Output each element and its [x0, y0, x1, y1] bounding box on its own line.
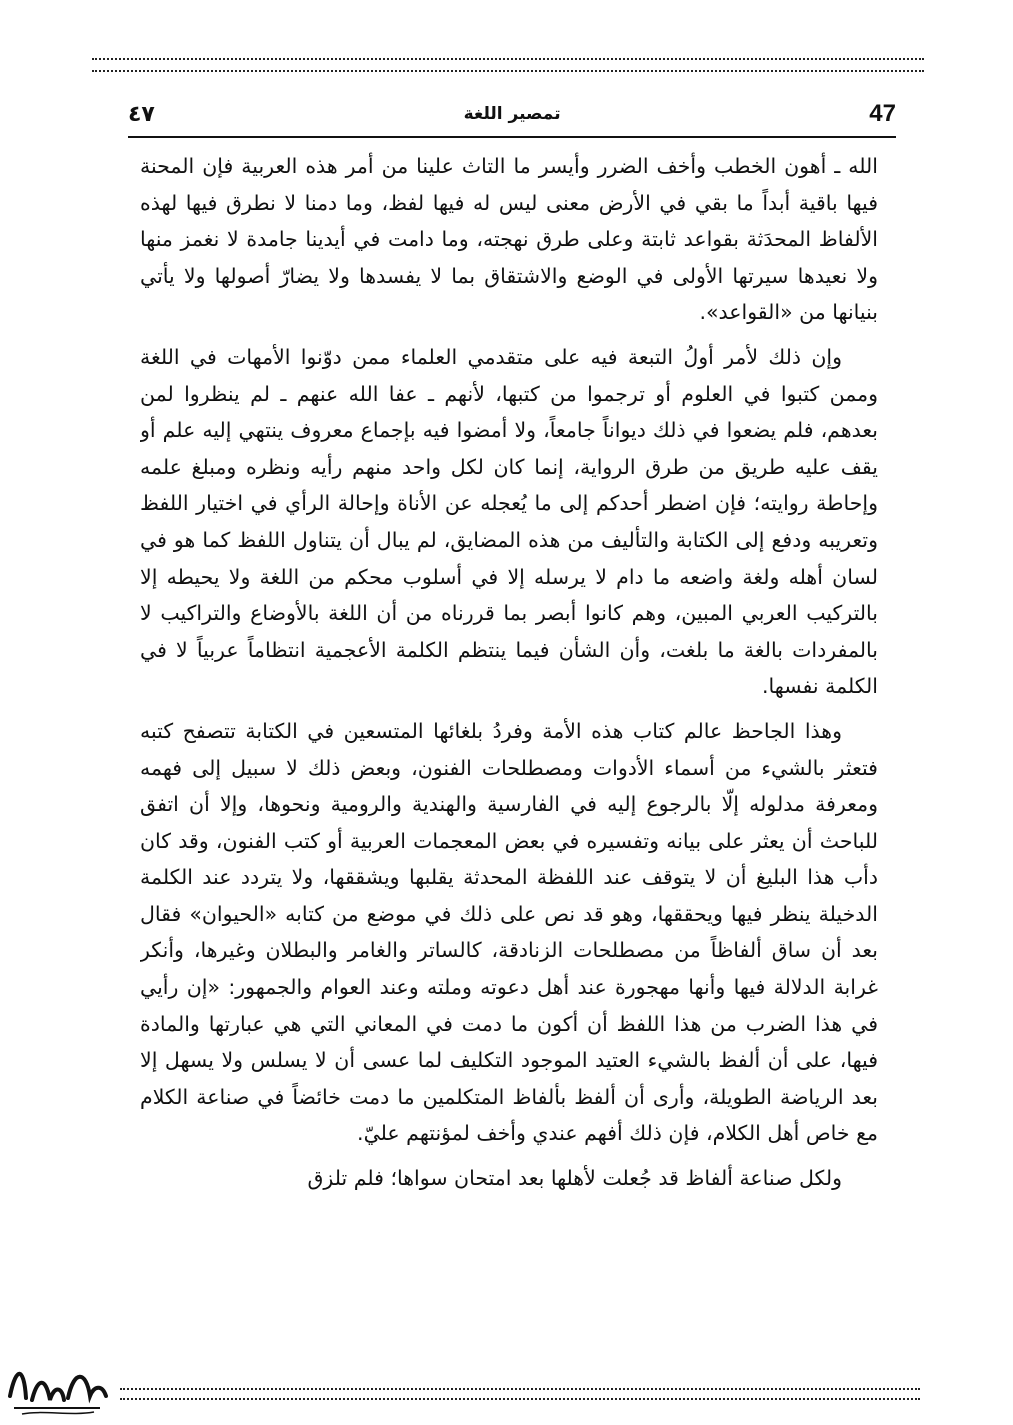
running-title: تمصير اللغة — [463, 104, 561, 124]
page-number-latin: 47 — [869, 100, 896, 127]
body-text — [140, 148, 878, 1378]
page-number-arabic: ٤٧ — [128, 101, 155, 127]
bottom-ornamental-border — [120, 1388, 920, 1400]
paragraph-1: الله ـ أهون الخطب وأخف الضرر وأيسر ما التاث علينا من أمر هذه العربية فإن المحنة فيها باقية أبداً ما بقي في الأرض معنى ليس له فيها لفظ، وما دمنا لا نطرق فيها لهذه الألفاظ المحدَثة بقواعد ثابتة وعلى طرق نهجته، وما دامت في أيدينا جامدة لا نغمز منها ولا نعيدها سيرتها الأولى في الوضع والاشتقاق بما لا يفسدها ولا يضارّ أصولها ولا يأتي بنيانها من «القواعد». — [140, 154, 878, 325]
paragraph-4: ولكل صناعة ألفاظ قد جُعلت لأهلها بعد امتحان سواها؛ فلم تلزق — [307, 1166, 842, 1191]
page-header — [128, 92, 896, 138]
top-ornamental-border — [92, 58, 924, 72]
paragraph-3: وهذا الجاحظ عالم كتاب هذه الأمة وفردُ بلغائها المتسعين في الكتابة تتصفح كتبه فتعثر بالشيء من أسماء الأدوات ومصطلحات الفنون، وبعض ذلك لا سبيل إلى فهمه ومعرفة مدلوله إلّا بالرجوع إليه في الفارسية والهندية والرومية ونحوها، وإلا أن اتفق للباحث أن يعثر على بيانه وتفسيره في بعض المعجمات العربية أو كتب الفنون، وقد كان دأب هذا البليغ أن لا يتوقف عند اللفظة المحدثة يقلبها ويشققها، ولا يتردد عند الكلمة الدخيلة ينظر فيها ويحققها، وهو قد نص على ذلك في موضع من كتابه «الحيوان» فقال بعد أن ساق ألفاظاً من مصطلحات الزنادقة، كالساتر والغامر والبطلان وغيرها، وأنكر غرابة الدلالة فيها وأنها مهجورة عند أهل دعوته وملته وعند العوام والجمهور: «إن رأيي في هذا الضرب من هذا اللفظ أن أكون ما دمت في المعاني التي هي عبارتها والمادة فيها، على أن ألفظ بالشيء العتيد الموجود التكليف لما عسى أن لا يسلس ولا يسهل إلا بعد الرياضة الطويلة، وأرى أن ألفظ بألفاظ المتكلمين ما دمت خائضاً في صناعة الكلام مع خاص أهل الكلام، فإن ذلك أفهم عندي وأخف لمؤنتهم عليّ. — [140, 718, 878, 1146]
paragraph-2: وإن ذلك لأمر أولُ التبعة فيه على متقدمي العلماء ممن دوّنوا الأمهات في اللغة وممن كتبوا في العلوم أو ترجموا من كتبها، لأنهم ـ عفا الله عنهم ـ لم ينظروا لمن بعدهم، فلم يضعوا في ذلك ديواناً جامعاً، ولا أمضوا فيه بإجماع معروف ينتهي إليه علم أو يقف عليه طريق من طرق الرواية، إنما كان لكل واحد منهم رأيه ونظره ومبلغ علمه وإحاطة روايته؛ فإن اضطر أحدكم إلى ما يُعجله عن الأناة وإحالة الرأي في اختيار اللفظ وتعريبه ودفع إلى الكتابة والتأليف من هذه المضايق، لم يبال أن يتناول اللفظ كما هو في لسان أهله ولغة واضعه ما دام لا يرسله إلا في أسلوب محكم من اللغة ولا يحيطه إلا بالتركيب العربي المبين، وهم كانوا أبصر بما قررناه من أن اللغة بالأوضاع والتراكيب لا بالمفردات بالغة ما بلغت، وأن الشأن فيما ينتظم الكلمة الأعجمية انتظاماً عربياً لا في الكلمة نفسها. — [140, 344, 878, 699]
calligraphic-watermark — [2, 1356, 112, 1418]
